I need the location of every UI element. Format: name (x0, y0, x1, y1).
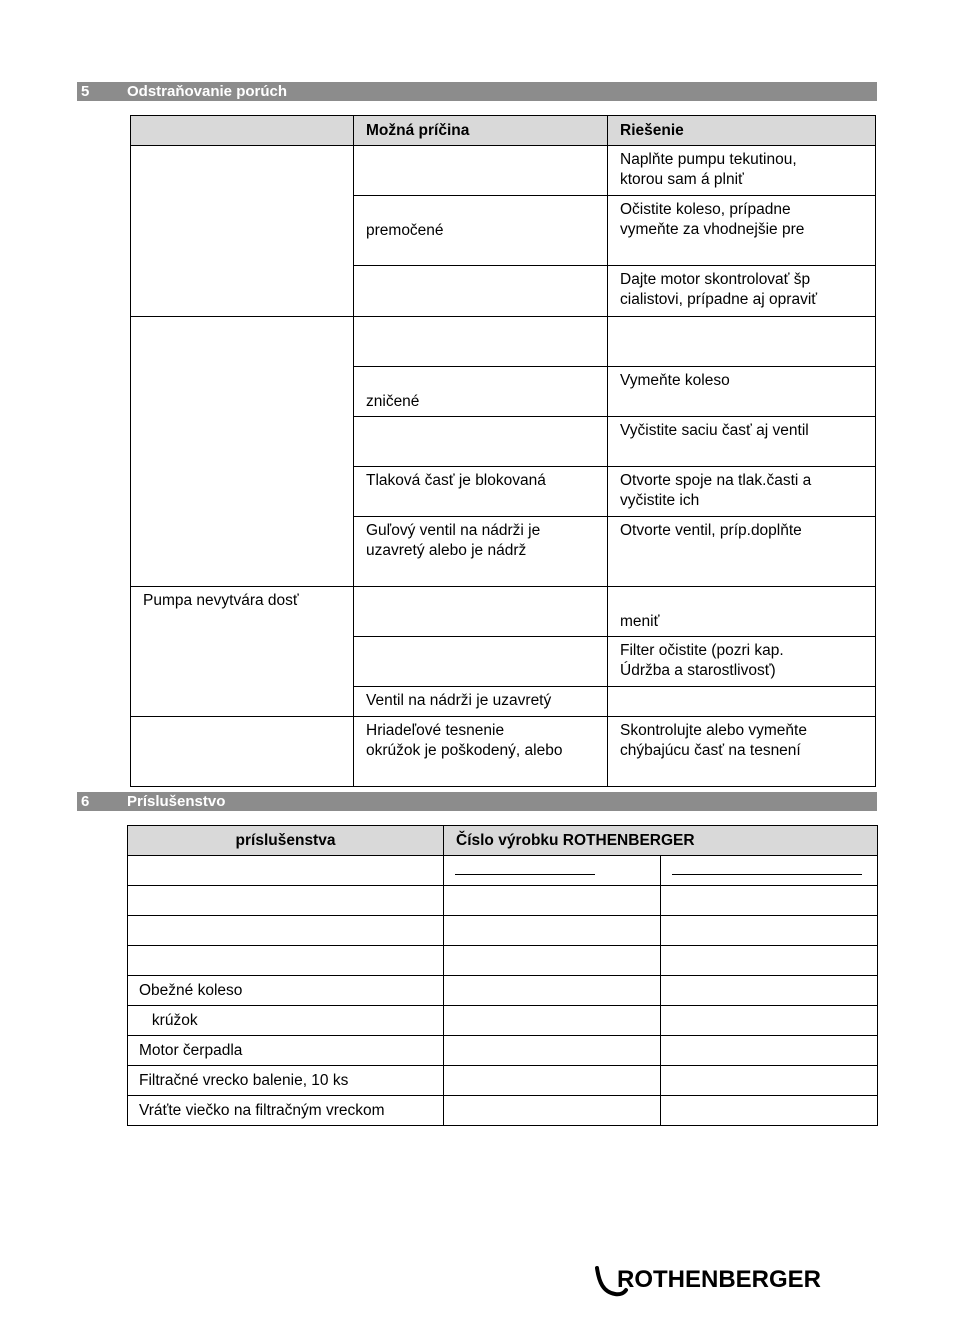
accessory-name (128, 856, 444, 886)
solution-cell: Vyčistite saciu časť aj ventil (608, 417, 876, 467)
solution-cell: meniť (608, 587, 876, 637)
solution-cell (608, 317, 876, 367)
rothenberger-logo (593, 1262, 833, 1302)
accessory-name: Motor čerpadla (128, 1036, 444, 1066)
table-row (128, 1036, 878, 1066)
accessory-name: Obežné koleso (128, 976, 444, 1006)
table-row (128, 1006, 878, 1036)
article-cell (661, 886, 878, 916)
solution-cell: Otvorte spoje na tlak.časti a vyčistite ich (608, 467, 876, 517)
cause-cell (354, 266, 608, 317)
table-row (128, 916, 878, 946)
article-cell (444, 1006, 661, 1036)
header-accessory: príslušenstva (128, 826, 444, 856)
symptom-cell: Pumpa nevytvára dosť (131, 587, 354, 717)
table-row (131, 717, 876, 787)
section-title: Príslušenstvo (127, 793, 226, 810)
table-row (128, 1096, 878, 1126)
solution-cell: Skontrolujte alebo vymeňte chýbajúcu časť na tesnení (608, 717, 876, 787)
section-number: 5 (81, 83, 90, 100)
table-row (131, 146, 876, 196)
accessory-name: Vráťte viečko na filtračným vreckom (128, 1096, 444, 1126)
article-cell (444, 1066, 661, 1096)
solution-cell: Očistite koleso, prípadne vymeňte za vhodnejšie pre (608, 196, 876, 266)
table-row (128, 886, 878, 916)
solution-cell: Dajte motor skontrolovať šp cialistovi, prípadne aj opraviť (608, 266, 876, 317)
article-cell (661, 976, 878, 1006)
underline-blank (672, 873, 862, 875)
solution-cell: Naplňte pumpu tekutinou, ktorou sam á plniť (608, 146, 876, 196)
symptom-cell (131, 146, 354, 317)
cause-cell: Hriadeľové tesnenie okrúžok je poškodený, alebo (354, 717, 608, 787)
header-cause: Možná príčina (354, 116, 608, 146)
solution-cell: Otvorte ventil, príp.doplňte (608, 517, 876, 587)
article-cell (661, 1036, 878, 1066)
article-cell (444, 946, 661, 976)
cause-cell (354, 637, 608, 687)
cause-cell: Guľový ventil na nádrži je uzavretý alebo je nádrž (354, 517, 608, 587)
cause-cell (354, 417, 608, 467)
article-cell (661, 916, 878, 946)
symptom-cell (131, 717, 354, 787)
header-article-number: Číslo výrobku ROTHENBERGER (444, 826, 878, 856)
section-number: 6 (81, 793, 90, 810)
accessories-table (127, 825, 878, 1126)
logo-text: ROTHENBERGER (617, 1266, 822, 1293)
article-cell (444, 1036, 661, 1066)
cause-cell (354, 146, 608, 196)
symptom-cell (131, 317, 354, 587)
cause-cell: Tlaková časť je blokovaná (354, 467, 608, 517)
solution-cell (608, 687, 876, 717)
table-row (128, 976, 878, 1006)
table-header-row (128, 826, 878, 856)
table-header-row (131, 116, 876, 146)
table-row (128, 1066, 878, 1096)
accessory-name (128, 886, 444, 916)
article-cell (661, 856, 878, 886)
solution-cell: Vymeňte koleso (608, 367, 876, 417)
section-title: Odstraňovanie porúch (127, 83, 288, 100)
accessory-name (128, 946, 444, 976)
article-cell (444, 856, 661, 886)
article-cell (661, 1006, 878, 1036)
troubleshooting-table (130, 115, 876, 787)
header-symptom (131, 116, 354, 146)
article-cell (444, 976, 661, 1006)
cause-cell: premočené (354, 196, 608, 266)
article-cell (444, 1096, 661, 1126)
section-5-header (77, 82, 877, 101)
article-cell (661, 1096, 878, 1126)
table-row (131, 587, 876, 637)
underline-blank (455, 873, 595, 875)
table-row (128, 946, 878, 976)
table-row (131, 317, 876, 367)
accessory-name: krúžok (128, 1006, 444, 1036)
solution-cell: Filter očistite (pozri kap. Údržba a starostlivosť) (608, 637, 876, 687)
article-cell (444, 916, 661, 946)
cause-cell (354, 317, 608, 367)
cause-cell (354, 587, 608, 637)
article-cell (444, 886, 661, 916)
cause-cell: zničené (354, 367, 608, 417)
header-solution: Riešenie (608, 116, 876, 146)
accessory-name (128, 916, 444, 946)
section-6-header (77, 792, 877, 811)
table-row (128, 856, 878, 886)
rothenberger-hook-logo-icon (593, 1262, 833, 1302)
article-cell (661, 946, 878, 976)
cause-cell: Ventil na nádrži je uzavretý (354, 687, 608, 717)
article-cell (661, 1066, 878, 1096)
accessory-name: Filtračné vrecko balenie, 10 ks (128, 1066, 444, 1096)
